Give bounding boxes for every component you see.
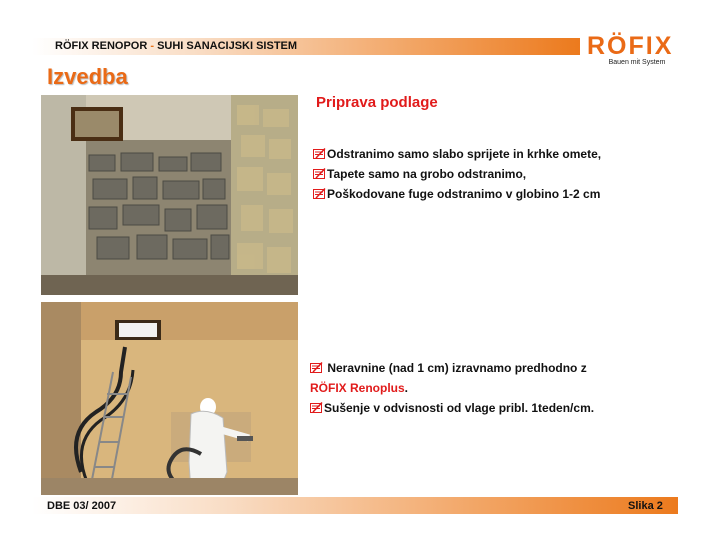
bullet-end: . bbox=[404, 381, 409, 395]
bullet-item bbox=[310, 358, 594, 378]
footer-date: DBE 03/ 2007 bbox=[47, 500, 117, 512]
header-separator: - bbox=[147, 40, 158, 52]
product-name: RÖFIX Renoplus bbox=[310, 381, 405, 395]
notepad-bullet-icon bbox=[310, 402, 323, 413]
bullet-text: Poškodovane fuge odstranimo v globino 1-2 cm bbox=[327, 187, 601, 201]
bullet-text: Odstranimo samo slabo sprijete in krhke omete, bbox=[327, 147, 602, 161]
section-title: Izvedba bbox=[47, 64, 128, 89]
notepad-bullet-icon bbox=[313, 148, 326, 159]
notepad-bullet-icon bbox=[313, 168, 326, 179]
bullet-item bbox=[313, 164, 601, 184]
bullet-list-bottom bbox=[310, 358, 594, 418]
header-brand: RÖFIX RENOPOR bbox=[55, 40, 148, 52]
bullet-text: Tapete samo na grobo odstranimo, bbox=[327, 167, 527, 181]
header-title bbox=[55, 40, 297, 52]
bullet-text: Sušenje v odvisnosti od vlage pribl. 1teden/cm. bbox=[324, 401, 595, 415]
notepad-bullet-icon bbox=[310, 362, 323, 373]
bullet-item bbox=[310, 398, 594, 418]
bullet-item bbox=[313, 144, 601, 164]
notepad-bullet-icon bbox=[313, 188, 326, 199]
subheading: Priprava podlage bbox=[316, 94, 438, 111]
bullet-item bbox=[313, 184, 601, 204]
photo-worker-spraying-plaster bbox=[41, 302, 298, 495]
bullet-item-continued bbox=[310, 378, 594, 398]
roefix-logo bbox=[587, 33, 687, 66]
header-system: SUHI SANACIJSKI SISTEM bbox=[157, 40, 298, 52]
footer-slide-number: Slika 2 bbox=[628, 500, 663, 512]
logo-text: RÖFIX bbox=[587, 32, 674, 60]
bullet-text: Neravnine (nad 1 cm) izravnamo predhodno z bbox=[324, 361, 587, 375]
photo-damp-stone-wall bbox=[41, 95, 298, 295]
footer-bar bbox=[32, 497, 678, 514]
bullet-list-top bbox=[313, 144, 601, 204]
logo-tagline: Bauen mit System bbox=[608, 59, 666, 66]
